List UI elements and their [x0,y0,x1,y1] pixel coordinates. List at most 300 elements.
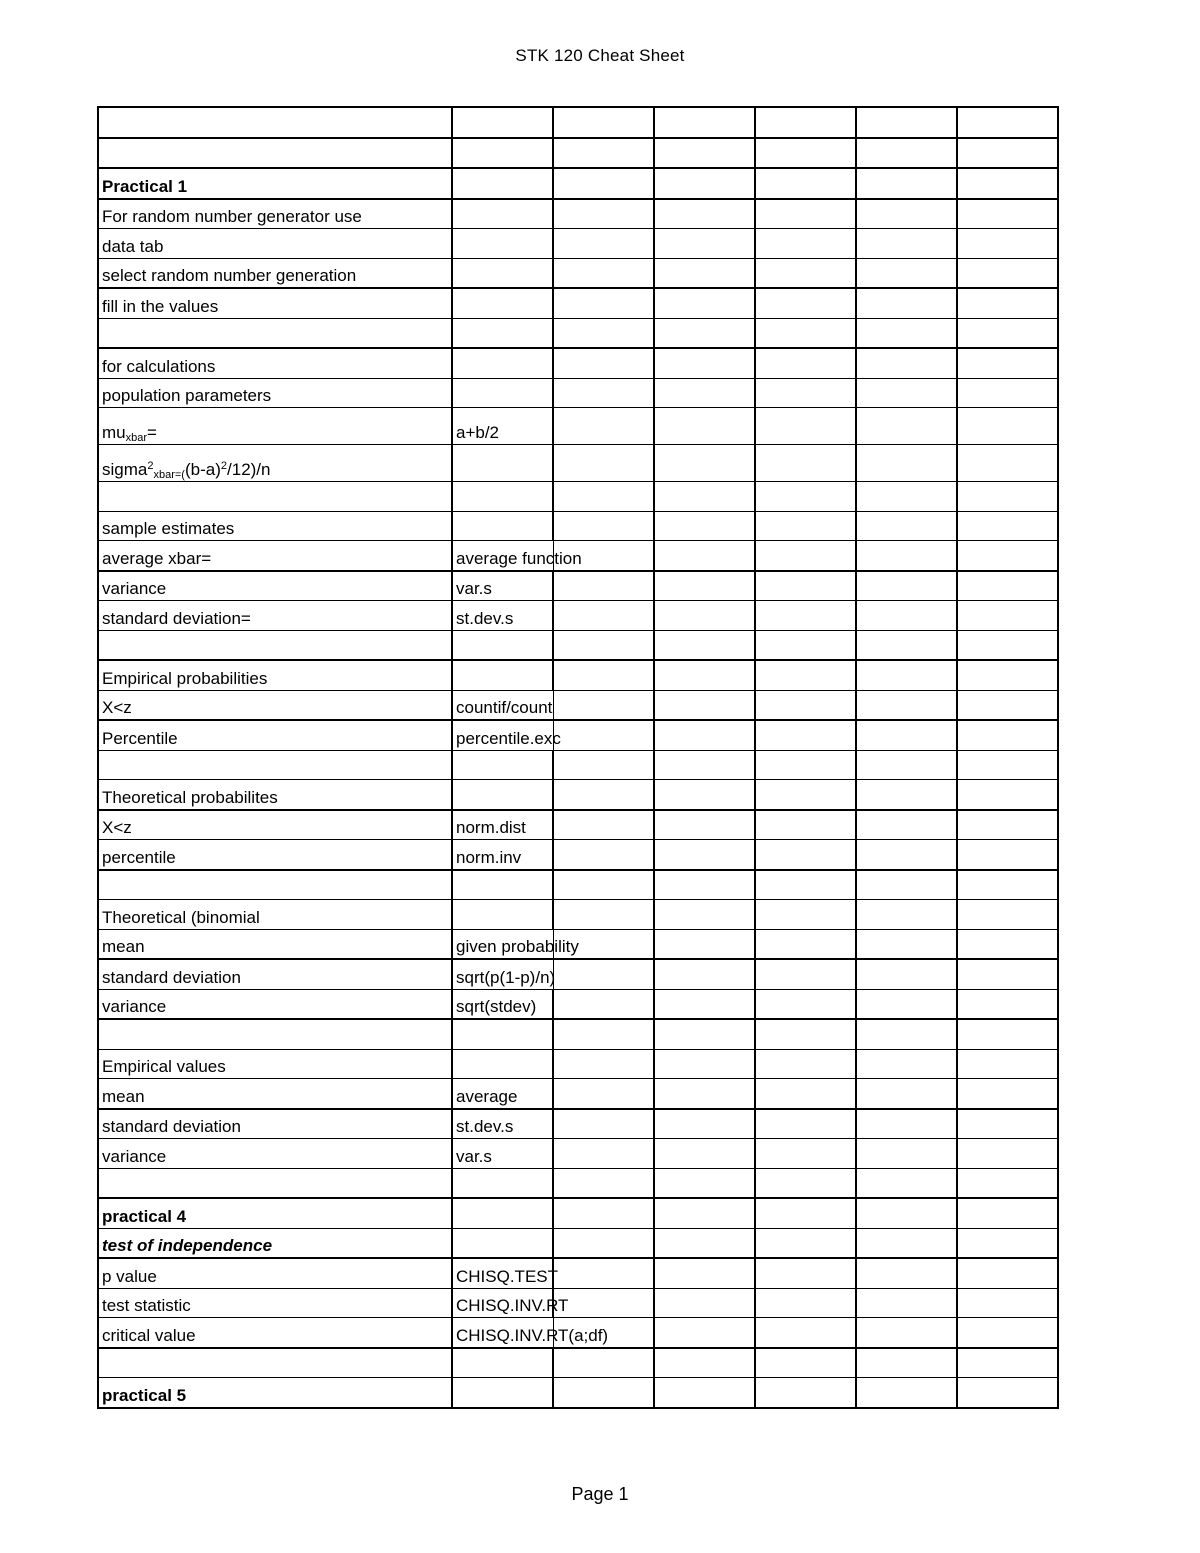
label-cell[interactable] [98,168,452,199]
empty-cell[interactable] [654,571,755,601]
empty-cell[interactable] [856,1288,957,1318]
empty-cell[interactable] [654,1198,755,1228]
empty-cell[interactable] [957,288,1058,318]
empty-cell[interactable] [856,1079,957,1109]
empty-cell[interactable] [654,408,755,445]
empty-cell[interactable] [957,929,1058,959]
empty-cell[interactable] [957,959,1058,989]
empty-cell[interactable] [755,138,856,169]
label-cell[interactable] [98,750,452,780]
empty-cell[interactable] [654,107,755,138]
empty-cell[interactable] [755,900,856,930]
empty-cell[interactable] [654,541,755,571]
empty-cell[interactable] [654,1348,755,1378]
empty-cell[interactable] [553,318,654,348]
value-cell[interactable] [452,511,553,541]
empty-cell[interactable] [654,1049,755,1079]
empty-cell[interactable] [755,288,856,318]
label-cell[interactable] [98,258,452,288]
empty-cell[interactable] [755,780,856,810]
empty-cell[interactable] [553,840,654,870]
empty-cell[interactable] [553,229,654,259]
empty-cell[interactable] [654,1168,755,1198]
empty-cell[interactable] [755,541,856,571]
empty-cell[interactable] [957,1019,1058,1049]
empty-cell[interactable] [654,1258,755,1288]
empty-cell[interactable] [553,1168,654,1198]
empty-cell[interactable] [856,720,957,750]
label-cell[interactable] [98,229,452,259]
label-cell[interactable] [98,378,452,408]
empty-cell[interactable] [654,1378,755,1408]
label-cell[interactable] [98,1228,452,1258]
label-cell[interactable] [98,959,452,989]
empty-cell[interactable] [957,900,1058,930]
empty-cell[interactable] [957,1139,1058,1169]
empty-cell[interactable] [755,318,856,348]
label-cell[interactable] [98,720,452,750]
label-cell[interactable] [98,870,452,900]
empty-cell[interactable] [856,318,957,348]
value-cell[interactable] [452,1288,569,1318]
empty-cell[interactable] [755,690,856,720]
empty-cell[interactable] [957,168,1058,199]
label-cell[interactable] [98,780,452,810]
label-cell[interactable] [98,107,452,138]
empty-cell[interactable] [755,168,856,199]
cell-label-text: Percentile [102,728,178,748]
empty-cell[interactable] [856,660,957,690]
empty-cell[interactable] [856,870,957,900]
value-cell[interactable] [452,1139,553,1169]
label-cell[interactable] [98,1258,452,1288]
empty-cell[interactable] [957,408,1058,445]
empty-cell[interactable] [856,541,957,571]
empty-cell[interactable] [654,1079,755,1109]
empty-cell[interactable] [654,690,755,720]
empty-cell[interactable] [856,929,957,959]
empty-cell[interactable] [957,138,1058,169]
empty-cell[interactable] [856,750,957,780]
empty-cell[interactable] [553,989,654,1019]
empty-cell[interactable] [553,378,654,408]
empty-cell[interactable] [957,1348,1058,1378]
label-cell[interactable] [98,541,452,571]
value-cell[interactable] [452,1109,553,1139]
value-cell[interactable] [452,1019,553,1049]
empty-cell[interactable] [856,601,957,631]
empty-cell[interactable] [654,1109,755,1139]
empty-cell[interactable] [856,348,957,378]
value-cell[interactable] [452,1318,609,1348]
empty-cell[interactable] [654,840,755,870]
value-cell[interactable] [452,258,553,288]
empty-cell[interactable] [654,601,755,631]
label-cell[interactable] [98,445,452,482]
label-cell[interactable] [98,1318,452,1348]
empty-cell[interactable] [755,229,856,259]
empty-cell[interactable] [654,1139,755,1169]
empty-cell[interactable] [553,258,654,288]
empty-cell[interactable] [856,630,957,660]
empty-cell[interactable] [755,810,856,840]
empty-cell[interactable] [856,199,957,229]
empty-cell[interactable] [553,511,654,541]
label-cell[interactable] [98,408,452,445]
empty-cell[interactable] [654,168,755,199]
empty-cell[interactable] [957,348,1058,378]
empty-cell[interactable] [755,511,856,541]
empty-cell[interactable] [553,1139,654,1169]
empty-cell[interactable] [755,1348,856,1378]
empty-cell[interactable] [957,720,1058,750]
empty-cell[interactable] [553,630,654,660]
label-cell[interactable] [98,1288,452,1318]
empty-cell[interactable] [553,1019,654,1049]
empty-cell[interactable] [553,288,654,318]
empty-cell[interactable] [654,780,755,810]
empty-cell[interactable] [856,1049,957,1079]
empty-cell[interactable] [553,900,654,930]
empty-cell[interactable] [755,720,856,750]
value-cell[interactable] [452,378,553,408]
empty-cell[interactable] [957,541,1058,571]
label-cell[interactable] [98,690,452,720]
empty-cell[interactable] [957,1168,1058,1198]
value-cell[interactable] [452,660,553,690]
value-cell[interactable] [452,900,553,930]
value-cell[interactable] [452,482,553,512]
empty-cell[interactable] [856,959,957,989]
empty-cell[interactable] [755,1079,856,1109]
empty-cell[interactable] [553,482,654,512]
empty-cell[interactable] [957,511,1058,541]
empty-cell[interactable] [553,199,654,229]
empty-cell[interactable] [553,348,654,378]
empty-cell[interactable] [856,107,957,138]
empty-cell[interactable] [957,318,1058,348]
empty-cell[interactable] [755,258,856,288]
label-cell[interactable] [98,660,452,690]
empty-cell[interactable] [957,482,1058,512]
empty-cell[interactable] [755,445,856,482]
empty-cell[interactable] [856,511,957,541]
empty-cell[interactable] [856,482,957,512]
label-cell[interactable] [98,900,452,930]
empty-cell[interactable] [856,810,957,840]
empty-cell[interactable] [755,601,856,631]
empty-cell[interactable] [856,840,957,870]
value-cell[interactable] [452,750,553,780]
empty-cell[interactable] [755,929,856,959]
empty-cell[interactable] [755,1198,856,1228]
label-cell[interactable] [98,601,452,631]
value-cell[interactable] [452,989,553,1019]
empty-cell[interactable] [755,1168,856,1198]
value-cell[interactable] [452,601,553,631]
label-cell[interactable] [98,318,452,348]
empty-cell[interactable] [957,445,1058,482]
empty-cell[interactable] [856,1109,957,1139]
empty-cell[interactable] [755,1378,856,1408]
empty-cell[interactable] [654,445,755,482]
empty-cell[interactable] [654,989,755,1019]
value-cell[interactable] [452,541,582,571]
empty-cell[interactable] [957,229,1058,259]
empty-cell[interactable] [856,288,957,318]
value-cell[interactable] [452,929,579,959]
empty-cell[interactable] [856,571,957,601]
empty-cell[interactable] [553,959,654,989]
empty-cell[interactable] [856,1228,957,1258]
value-cell[interactable] [452,690,553,720]
empty-cell[interactable] [755,660,856,690]
empty-cell[interactable] [755,408,856,445]
empty-cell[interactable] [755,378,856,408]
value-cell[interactable] [452,229,553,259]
empty-cell[interactable] [957,1049,1058,1079]
value-cell[interactable] [452,1258,559,1288]
empty-cell[interactable] [553,1049,654,1079]
label-cell[interactable] [98,138,452,169]
empty-cell[interactable] [755,1139,856,1169]
value-cell[interactable] [452,959,556,989]
value-cell[interactable] [452,1228,553,1258]
empty-cell[interactable] [654,482,755,512]
empty-cell[interactable] [654,378,755,408]
empty-cell[interactable] [553,1079,654,1109]
empty-cell[interactable] [654,258,755,288]
empty-cell[interactable] [553,720,654,750]
label-cell[interactable] [98,288,452,318]
value-cell[interactable] [452,1079,553,1109]
value-cell[interactable] [452,138,553,169]
empty-cell[interactable] [755,989,856,1019]
empty-cell[interactable] [654,929,755,959]
empty-cell[interactable] [755,1049,856,1079]
empty-cell[interactable] [755,1288,856,1318]
empty-cell[interactable] [654,1288,755,1318]
empty-cell[interactable] [654,1228,755,1258]
empty-cell[interactable] [654,1019,755,1049]
empty-cell[interactable] [957,1228,1058,1258]
empty-cell[interactable] [553,571,654,601]
label-cell[interactable] [98,511,452,541]
empty-cell[interactable] [654,511,755,541]
label-cell[interactable] [98,1378,452,1408]
value-cell[interactable] [452,810,553,840]
empty-cell[interactable] [553,138,654,169]
empty-cell[interactable] [553,660,654,690]
sheet-row [98,989,1058,1019]
empty-cell[interactable] [654,288,755,318]
empty-cell[interactable] [755,959,856,989]
value-cell[interactable] [452,199,553,229]
empty-cell[interactable] [654,138,755,169]
label-cell[interactable] [98,571,452,601]
empty-cell[interactable] [553,408,654,445]
empty-cell[interactable] [654,318,755,348]
empty-cell[interactable] [856,1139,957,1169]
empty-cell[interactable] [654,1318,755,1348]
label-cell[interactable] [98,989,452,1019]
empty-cell[interactable] [856,1318,957,1348]
empty-cell[interactable] [856,1348,957,1378]
empty-cell[interactable] [755,1109,856,1139]
value-cell[interactable] [452,445,553,482]
value-cell[interactable] [452,288,553,318]
empty-cell[interactable] [755,1019,856,1049]
label-cell[interactable] [98,199,452,229]
empty-cell[interactable] [553,1198,654,1228]
empty-cell[interactable] [856,1258,957,1288]
empty-cell[interactable] [654,870,755,900]
empty-cell[interactable] [553,1109,654,1139]
empty-cell[interactable] [957,840,1058,870]
empty-cell[interactable] [957,199,1058,229]
value-cell[interactable] [452,780,553,810]
empty-cell[interactable] [856,445,957,482]
empty-cell[interactable] [654,810,755,840]
empty-cell[interactable] [957,870,1058,900]
value-cell[interactable] [452,1348,553,1378]
value-cell[interactable] [452,408,553,445]
empty-cell[interactable] [553,1258,654,1288]
empty-cell[interactable] [755,750,856,780]
label-cell[interactable] [98,1019,452,1049]
empty-cell[interactable] [957,601,1058,631]
label-cell[interactable] [98,1049,452,1079]
empty-cell[interactable] [755,630,856,660]
value-cell[interactable] [452,870,553,900]
label-cell[interactable] [98,1168,452,1198]
empty-cell[interactable] [553,1228,654,1258]
label-cell[interactable] [98,348,452,378]
empty-cell[interactable] [755,107,856,138]
label-cell[interactable] [98,1109,452,1139]
empty-cell[interactable] [856,258,957,288]
label-cell[interactable] [98,482,452,512]
label-cell[interactable] [98,840,452,870]
value-cell[interactable] [452,1168,553,1198]
empty-cell[interactable] [553,690,654,720]
empty-cell[interactable] [957,810,1058,840]
empty-cell[interactable] [654,900,755,930]
empty-cell[interactable] [856,138,957,169]
value-cell[interactable] [452,168,553,199]
empty-cell[interactable] [957,750,1058,780]
empty-cell[interactable] [856,780,957,810]
label-cell[interactable] [98,810,452,840]
empty-cell[interactable] [856,900,957,930]
value-cell[interactable] [452,630,553,660]
empty-cell[interactable] [856,1198,957,1228]
empty-cell[interactable] [957,378,1058,408]
empty-cell[interactable] [553,445,654,482]
label-cell[interactable] [98,929,452,959]
empty-cell[interactable] [755,348,856,378]
empty-cell[interactable] [957,571,1058,601]
empty-cell[interactable] [553,870,654,900]
value-cell[interactable] [452,1049,553,1079]
empty-cell[interactable] [755,199,856,229]
empty-cell[interactable] [755,482,856,512]
empty-cell[interactable] [957,1378,1058,1408]
value-cell[interactable] [452,1198,553,1228]
empty-cell[interactable] [957,1079,1058,1109]
label-cell[interactable] [98,630,452,660]
empty-cell[interactable] [957,1109,1058,1139]
value-cell[interactable] [452,720,561,750]
empty-cell[interactable] [553,601,654,631]
empty-cell[interactable] [957,1258,1058,1288]
empty-cell[interactable] [957,1318,1058,1348]
empty-cell[interactable] [755,840,856,870]
empty-cell[interactable] [654,959,755,989]
empty-cell[interactable] [856,989,957,1019]
empty-cell[interactable] [856,1019,957,1049]
empty-cell[interactable] [856,168,957,199]
empty-cell[interactable] [957,1198,1058,1228]
empty-cell[interactable] [553,750,654,780]
empty-cell[interactable] [654,750,755,780]
empty-cell[interactable] [856,408,957,445]
label-cell[interactable] [98,1348,452,1378]
empty-cell[interactable] [553,168,654,199]
empty-cell[interactable] [755,1228,856,1258]
empty-cell[interactable] [654,660,755,690]
value-cell[interactable] [452,571,553,601]
value-cell[interactable] [452,348,553,378]
empty-cell[interactable] [553,1348,654,1378]
empty-cell[interactable] [654,630,755,660]
value-cell[interactable] [452,1378,553,1408]
empty-cell[interactable] [553,1378,654,1408]
empty-cell[interactable] [957,107,1058,138]
empty-cell[interactable] [553,107,654,138]
empty-cell[interactable] [856,1168,957,1198]
empty-cell[interactable] [957,989,1058,1019]
empty-cell[interactable] [755,1318,856,1348]
empty-cell[interactable] [957,258,1058,288]
value-cell[interactable] [452,318,553,348]
empty-cell[interactable] [654,199,755,229]
empty-cell[interactable] [957,1288,1058,1318]
empty-cell[interactable] [957,660,1058,690]
label-cell[interactable] [98,1198,452,1228]
empty-cell[interactable] [654,720,755,750]
empty-cell[interactable] [654,348,755,378]
empty-cell[interactable] [957,630,1058,660]
empty-cell[interactable] [856,690,957,720]
empty-cell[interactable] [553,780,654,810]
empty-cell[interactable] [755,1258,856,1288]
empty-cell[interactable] [755,870,856,900]
label-cell[interactable] [98,1079,452,1109]
label-cell[interactable] [98,1139,452,1169]
empty-cell[interactable] [957,780,1058,810]
empty-cell[interactable] [654,229,755,259]
empty-cell[interactable] [553,810,654,840]
value-cell[interactable] [452,107,553,138]
empty-cell[interactable] [957,690,1058,720]
empty-cell[interactable] [755,571,856,601]
empty-cell[interactable] [856,229,957,259]
empty-cell[interactable] [856,378,957,408]
empty-cell[interactable] [856,1378,957,1408]
sheet-row [98,1019,1058,1049]
value-cell[interactable] [452,840,553,870]
